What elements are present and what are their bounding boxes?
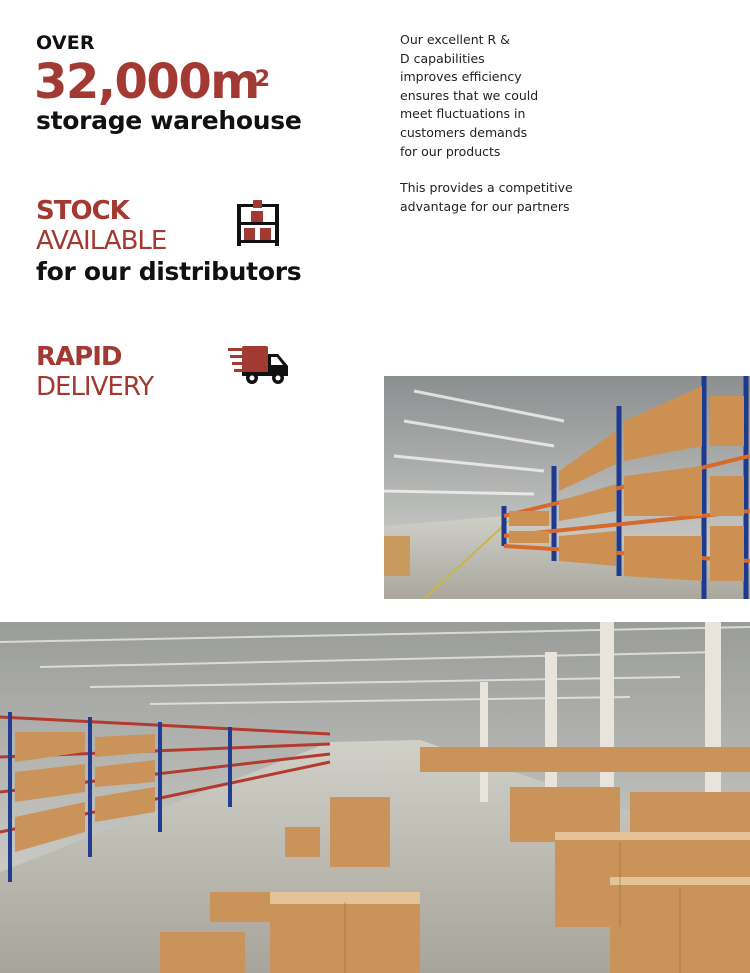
description-paragraph-2: This provides a competitive advantage for our partners: [400, 180, 573, 214]
warehouse-racks-photo: [384, 376, 750, 599]
headline-subtitle: storage warehouse: [36, 106, 302, 135]
area-unit: m: [210, 54, 259, 110]
headline-prefix: OVER: [36, 32, 95, 54]
description-block: [400, 31, 600, 216]
warehouse-rack-icon: [236, 200, 280, 246]
delivery-truck-icon: [228, 344, 290, 386]
stock-heading: STOCK: [36, 196, 129, 226]
warehouse-floor-photo: [0, 622, 750, 973]
description-paragraph-1: Our excellent R & D capabilities improves efficiency ensures that we could meet fluctuations in customers demands for our products: [400, 32, 539, 159]
area-number: 32,000: [34, 54, 211, 110]
warehouse-area: [34, 52, 269, 112]
available-heading: AVAILABLE: [36, 226, 167, 256]
distributors-tagline: for our distributors: [36, 257, 302, 286]
area-unit-power: 2: [254, 67, 269, 92]
rapid-heading: RAPID: [36, 342, 122, 372]
delivery-heading: DELIVERY: [36, 372, 154, 402]
